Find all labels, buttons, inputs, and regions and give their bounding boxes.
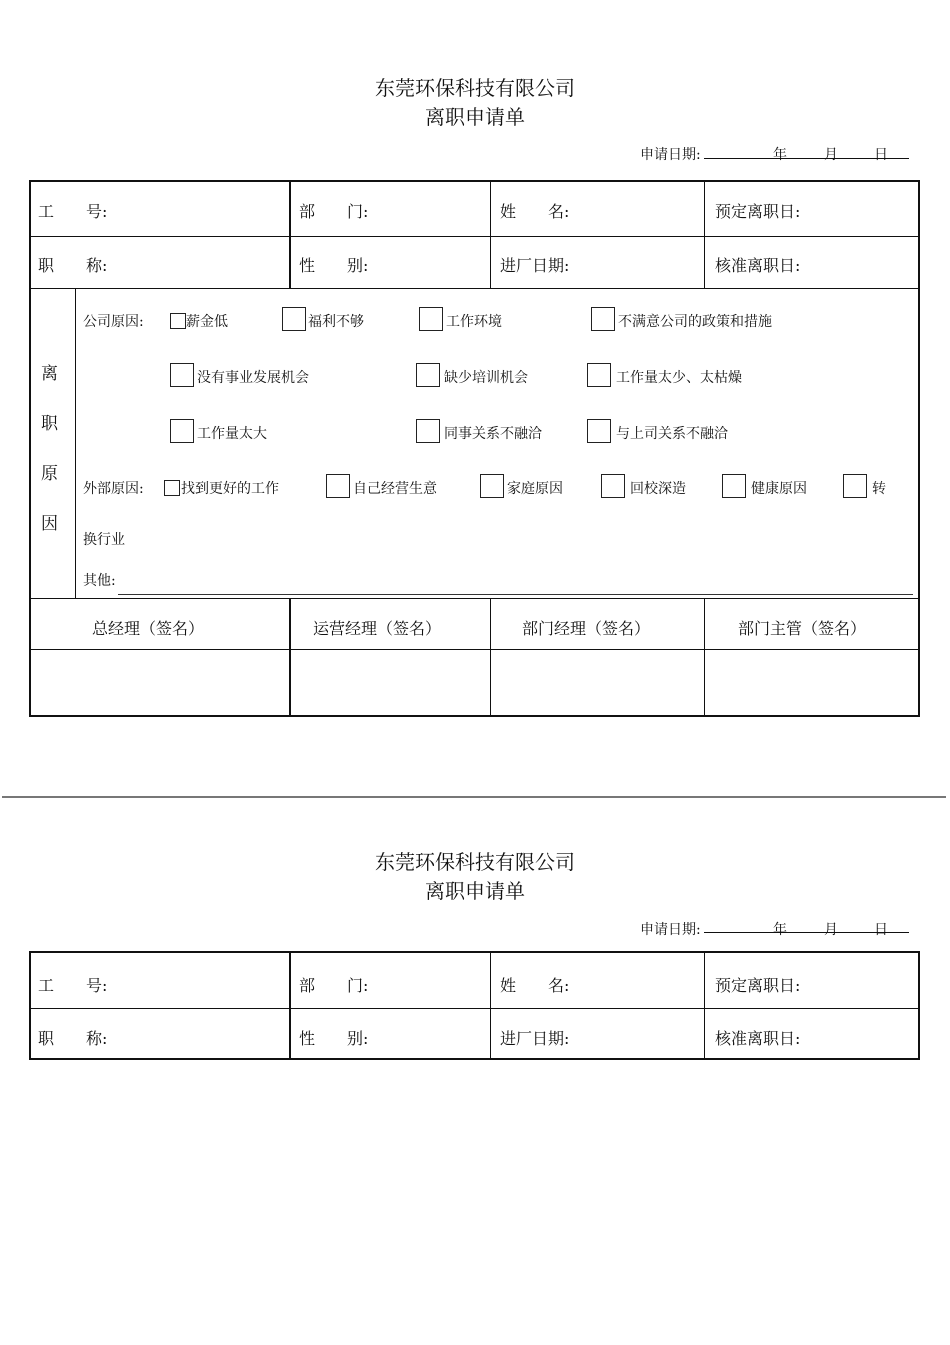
signature-label-ops: 运营经理（签名） [313,619,442,638]
reason-option: 与上司关系不融洽 [616,426,728,442]
reason-option: 工作量太少、太枯燥 [616,370,742,386]
planned-leave-date-field[interactable]: 预定离职日: [715,976,801,995]
other-reason-label: 其他: [83,573,116,589]
apply-date-day: 日 [874,147,888,163]
reason-label-char: 离 [41,364,58,384]
apply-date-day: 日 [874,922,888,938]
checkbox[interactable] [326,474,350,498]
checkbox[interactable] [587,419,611,443]
reason-option: 回校深造 [630,481,686,497]
checkbox[interactable] [170,313,186,329]
approved-leave-date-field[interactable]: 核准离职日: [715,256,801,275]
name-field[interactable]: 姓 名: [500,202,570,221]
checkbox[interactable] [587,363,611,387]
other-reason-input[interactable] [118,594,913,595]
checkbox[interactable] [480,474,504,498]
company-reason-label: 公司原因: [83,314,144,330]
approved-leave-date-field[interactable]: 核准离职日: [715,1029,801,1048]
dept-field[interactable]: 部 门: [299,202,369,221]
reason-option: 自己经营生意 [353,481,437,497]
checkbox[interactable] [591,307,615,331]
checkbox[interactable] [170,419,194,443]
checkbox[interactable] [843,474,867,498]
external-reason-label: 外部原因: [83,481,144,497]
reason-option: 工作环境 [446,314,502,330]
checkbox[interactable] [419,307,443,331]
title-field[interactable]: 职 称: [38,256,108,275]
reason-option: 薪金低 [186,314,228,330]
emp-no-field[interactable]: 工 号: [38,976,108,995]
apply-date-label: 申请日期: [640,922,701,938]
reason-label-char: 因 [41,514,58,534]
reason-option: 找到更好的工作 [181,481,279,497]
reason-option: 不满意公司的政策和措施 [618,314,772,330]
reason-option: 同事关系不融洽 [444,426,542,442]
apply-date-year: 年 [773,922,787,938]
form-title: 离职申请单 [425,879,525,903]
reason-option: 转 [872,481,886,497]
reason-label-char: 职 [41,414,58,434]
reason-option: 没有事业发展机会 [197,370,309,386]
gender-field[interactable]: 性 别: [299,256,369,275]
planned-leave-date-field[interactable]: 预定离职日: [715,202,801,221]
checkbox[interactable] [722,474,746,498]
reason-option: 福利不够 [308,314,364,330]
company-name: 东莞环保科技有限公司 [375,76,575,100]
form-title: 离职申请单 [425,105,525,129]
reason-option: 家庭原因 [507,481,563,497]
signature-label-dept-mgr: 部门经理（签名） [522,619,651,638]
reason-option: 健康原因 [751,481,807,497]
join-date-field[interactable]: 进厂日期: [500,1029,570,1048]
checkbox[interactable] [164,480,180,496]
apply-date-year: 年 [773,147,787,163]
checkbox[interactable] [416,363,440,387]
checkbox[interactable] [601,474,625,498]
reason-option: 工作量太大 [197,426,267,442]
signature-label-gm: 总经理（签名） [92,619,205,638]
checkbox[interactable] [416,419,440,443]
dept-field[interactable]: 部 门: [299,976,369,995]
emp-no-field[interactable]: 工 号: [38,202,108,221]
apply-date-label: 申请日期: [640,147,701,163]
signature-label-supervisor: 部门主管（签名） [738,619,867,638]
reason-option-wrap: 换行业 [83,532,125,548]
page-separator [2,796,946,798]
gender-field[interactable]: 性 别: [299,1029,369,1048]
apply-date-month: 月 [824,147,838,163]
company-name: 东莞环保科技有限公司 [375,850,575,874]
join-date-field[interactable]: 进厂日期: [500,256,570,275]
name-field[interactable]: 姓 名: [500,976,570,995]
apply-date-month: 月 [824,922,838,938]
reason-label-char: 原 [41,464,58,484]
title-field[interactable]: 职 称: [38,1029,108,1048]
reason-option: 缺少培训机会 [444,370,528,386]
checkbox[interactable] [282,307,306,331]
checkbox[interactable] [170,363,194,387]
